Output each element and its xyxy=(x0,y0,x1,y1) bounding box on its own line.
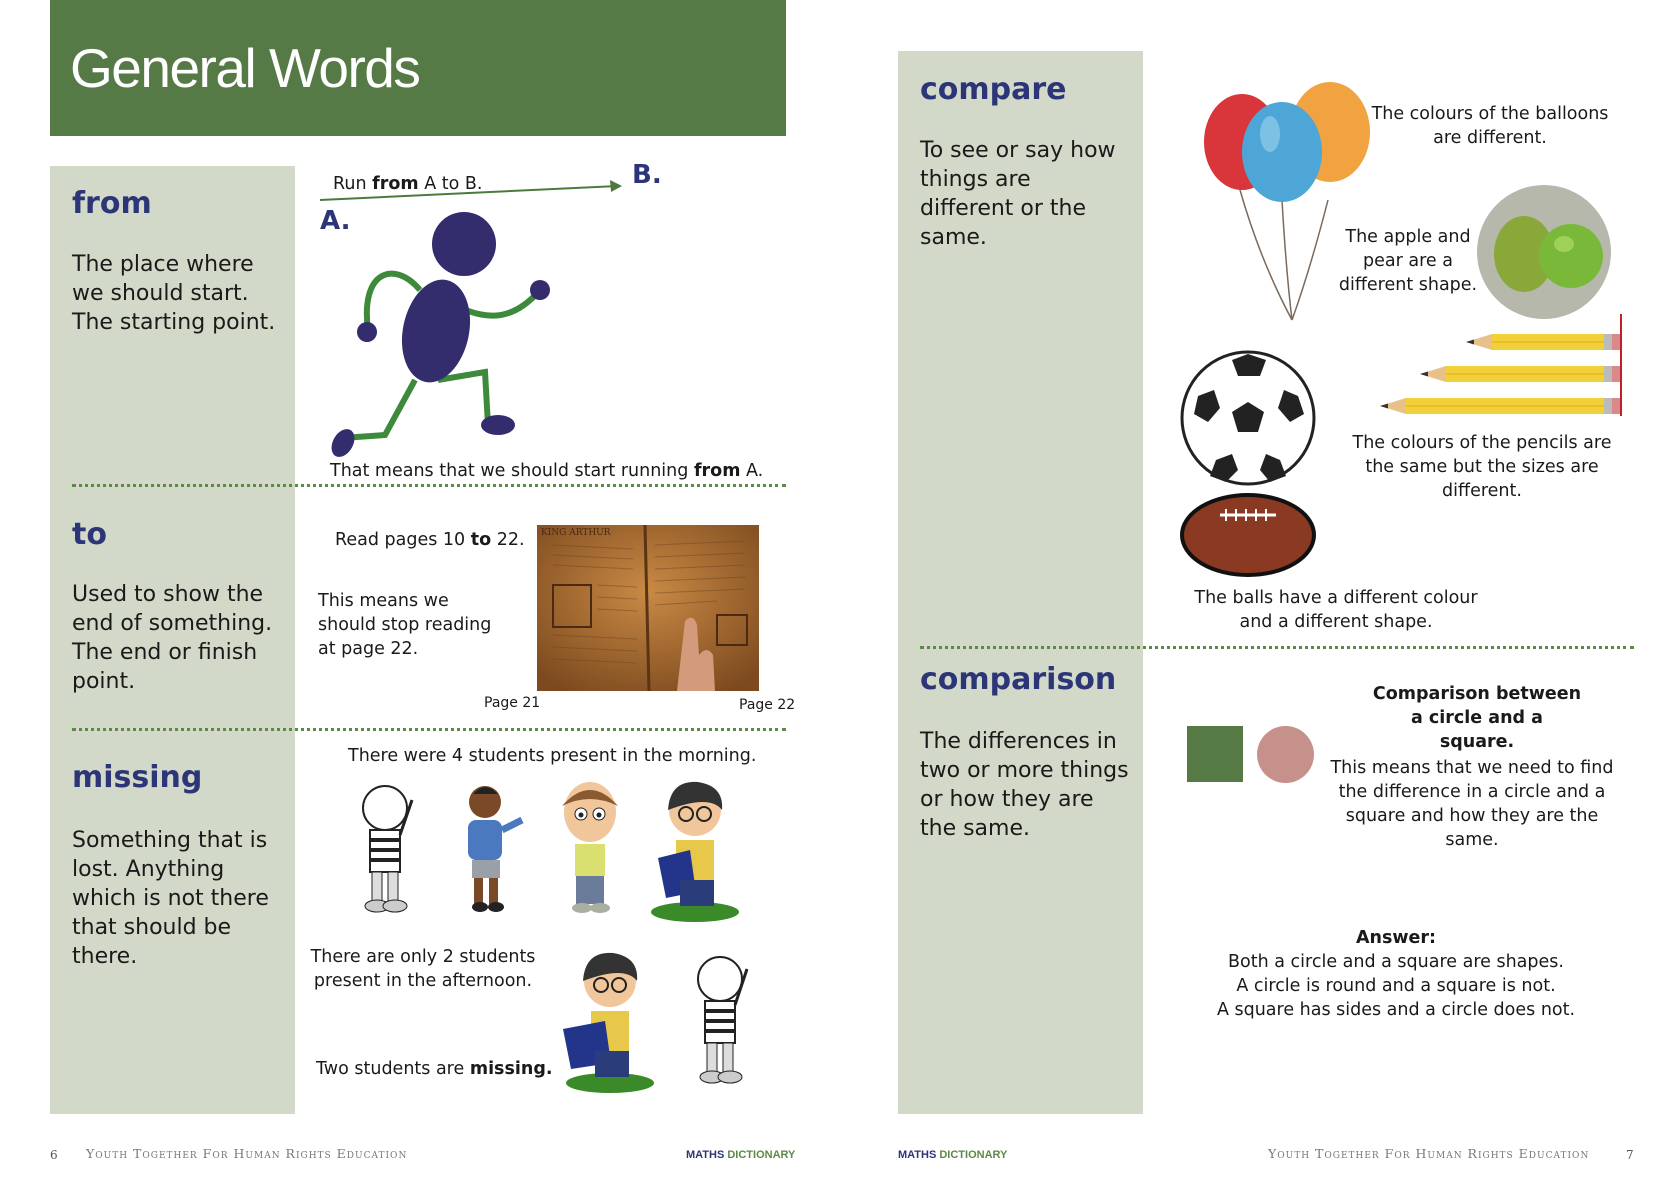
student-reading xyxy=(651,782,739,922)
page-21-label: Page 21 xyxy=(484,695,541,711)
footer-maths-dictionary-left: MATHS DICTIONARY xyxy=(686,1149,796,1161)
answer-label: Answer: xyxy=(1355,928,1437,948)
footer-maths-dictionary-right: MATHS DICTIONARY xyxy=(898,1149,1008,1161)
definition-to: Used to show the end of something. The end or finish point. xyxy=(72,582,273,694)
arrow-head-icon xyxy=(610,180,622,192)
page-number-left: 6 xyxy=(50,1148,58,1162)
page-title: General Words xyxy=(70,37,420,99)
from-caption: That means that we should start running from A. xyxy=(330,461,764,481)
to-example: Read pages 10 to 22. xyxy=(335,530,525,550)
balls-caption: The balls have a different colour and a different shape. xyxy=(1194,588,1478,632)
divider xyxy=(72,728,786,731)
page-number-right: 7 xyxy=(1626,1148,1634,1162)
student-blue-shirt xyxy=(468,786,522,912)
pencils-caption: The colours of the pencils are the same but the sizes are different. xyxy=(1352,433,1612,501)
definition-comparison: The differences in two or more things or how they are the same. xyxy=(920,729,1129,841)
student-green-shirt xyxy=(562,782,618,913)
pencil-medium xyxy=(1420,366,1620,382)
two-students-illustration xyxy=(555,955,775,1095)
open-book-photo xyxy=(537,525,759,691)
balloons-caption: The colours of the balloons are different. xyxy=(1371,104,1609,148)
apple-shape xyxy=(1539,224,1603,288)
footer-org-left: Youth Together For Human Rights Education xyxy=(86,1146,408,1161)
arrow-line xyxy=(320,186,618,200)
runner-body xyxy=(393,273,479,388)
term-to: to xyxy=(72,517,107,552)
book-header: KING ARTHUR xyxy=(541,528,611,538)
divider xyxy=(920,646,1634,649)
label-b: B. xyxy=(632,160,662,190)
blue-balloon xyxy=(1242,102,1322,202)
comparison-heading: Comparison between a circle and a square. xyxy=(1372,684,1582,752)
afternoon-text: There are only 2 students present in the afternoon. xyxy=(310,947,536,991)
definition-from: The place where we should start. The starting point. xyxy=(72,252,276,335)
pencil-long xyxy=(1380,398,1620,414)
running-figure-illustration xyxy=(320,180,640,480)
from-example: Run from A to B. xyxy=(333,174,483,194)
square-shape xyxy=(1187,726,1243,782)
answer-line-3: A square has sides and a circle does not. xyxy=(1216,1000,1576,1020)
footer-org-right: Youth Together For Human Rights Education xyxy=(1268,1146,1590,1161)
apple-pear-photo xyxy=(1476,184,1612,320)
term-comparison: comparison xyxy=(920,662,1117,697)
soccer-ball xyxy=(1182,352,1314,484)
definition-compare: To see or say how things are different or the same. xyxy=(920,138,1116,250)
answer-line-1: Both a circle and a square are shapes. xyxy=(1228,952,1564,972)
term-compare: compare xyxy=(920,72,1067,107)
student-striped xyxy=(698,957,747,1083)
comparison-explanation: This means that we need to find the difference in a circle and a square and how they are the same. xyxy=(1330,758,1614,850)
student-striped xyxy=(363,786,412,912)
rugby-ball xyxy=(1182,495,1314,575)
pencils-illustration xyxy=(1376,312,1624,422)
answer-line-2: A circle is round and a square is not. xyxy=(1236,976,1556,996)
fruit-caption: The apple and pear are a different shape. xyxy=(1338,227,1478,295)
divider xyxy=(72,484,786,487)
page-22-label: Page 22 xyxy=(739,697,796,713)
circle-shape xyxy=(1257,726,1314,783)
student-reading xyxy=(563,953,654,1093)
morning-text: There were 4 students present in the morning. xyxy=(348,746,757,766)
missing-caption: Two students are missing. xyxy=(316,1059,553,1079)
term-from: from xyxy=(72,186,152,221)
runner-head xyxy=(432,212,496,276)
to-explanation: This means we should stop reading at page 22. xyxy=(318,591,492,659)
term-missing: missing xyxy=(72,760,203,795)
four-students-illustration xyxy=(350,780,770,920)
pencil-short xyxy=(1466,334,1620,350)
label-a: A. xyxy=(320,206,351,236)
definition-missing: Something that is lost. Anything which is not there that should be there. xyxy=(72,828,269,969)
balls-illustration xyxy=(1180,350,1320,580)
